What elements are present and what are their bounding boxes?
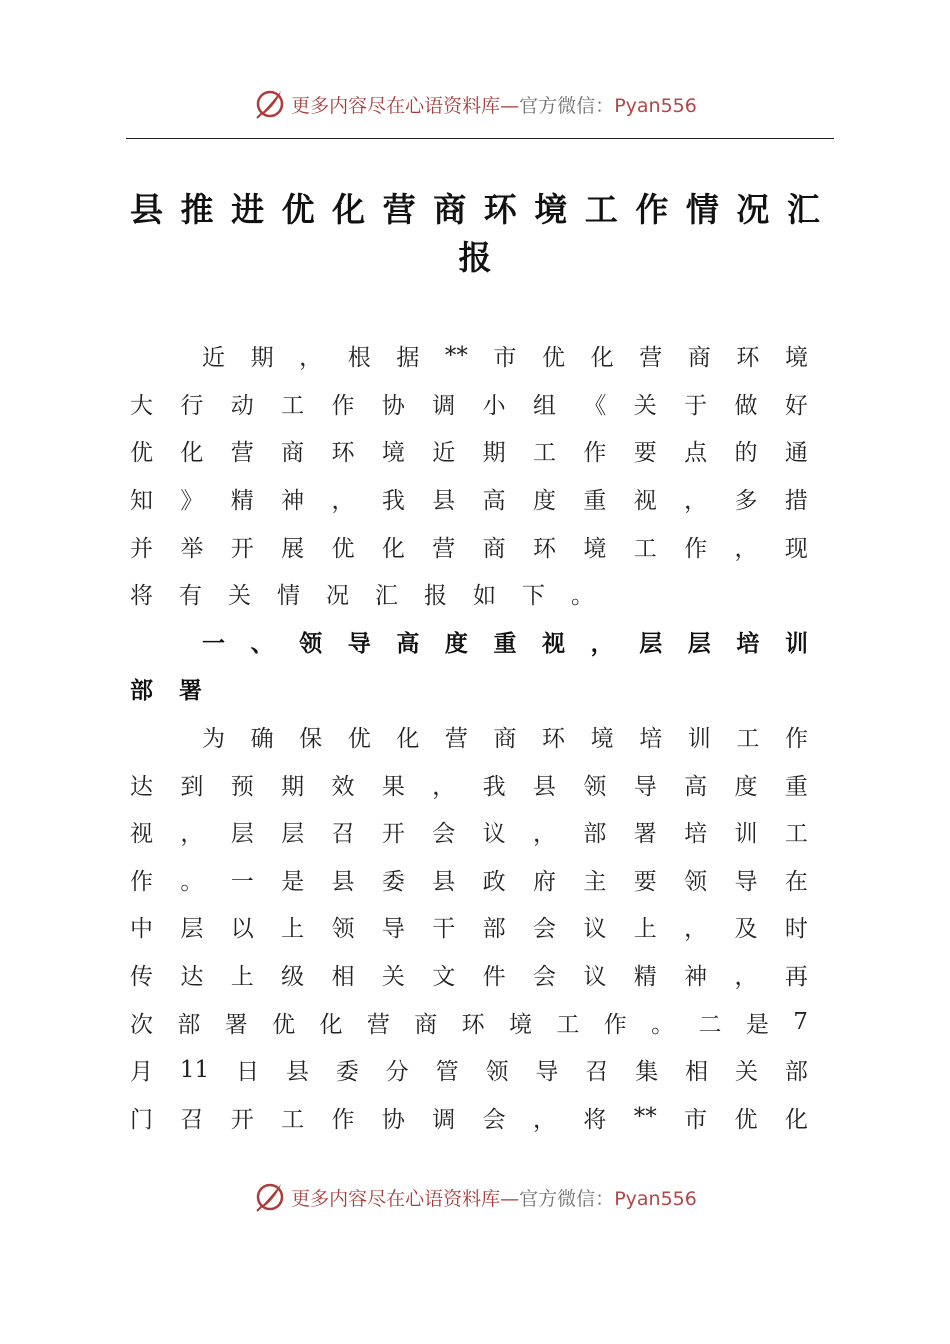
title-line-2: 报 — [458, 238, 492, 277]
paragraph-line: 优 化 营 商 环 境 近 期 工 作 要 点 的 通 — [130, 440, 808, 467]
footer-banner — [0, 1177, 950, 1217]
paragraph-line: 知 》 精 神 ， 我 县 高 度 重 视 ， 多 措 — [130, 488, 808, 515]
paragraph-line: 并 举 开 展 优 化 营 商 环 境 工 作 ， 现 — [130, 535, 808, 562]
paragraph-line: 中 层 以 上 领 导 干 部 会 议 上 ， 及 时 — [130, 916, 808, 943]
banner-text: 更多内容尽在心语资料库—官方微信：Pyan556 — [291, 1187, 697, 1210]
document-title — [130, 186, 820, 282]
quill-logo-icon — [253, 87, 287, 121]
paragraph-line: 作 。 一 是 县 委 县 政 府 主 要 领 导 在 — [130, 868, 808, 895]
paragraph-line: 将 有 关 情 况 汇 报 如 下 。 — [130, 583, 594, 610]
header-divider — [126, 138, 834, 139]
quill-logo-icon — [253, 1180, 287, 1214]
paragraph-line: 月 11 日 县 委 分 管 领 导 召 集 相 关 部 — [130, 1056, 808, 1086]
document-body — [130, 332, 808, 1141]
header-banner — [0, 84, 950, 124]
banner-text: 更多内容尽在心语资料库—官方微信：Pyan556 — [291, 94, 697, 117]
paragraph-line: 视 ， 层 层 召 开 会 议 ， 部 署 培 训 工 — [130, 821, 808, 848]
paragraph-line: 次 部 署 优 化 营 商 环 境 工 作 。 二 是 7 — [130, 1009, 808, 1038]
paragraph-line: 近 期 ， 根 据 ** 市 优 化 营 商 环 境 — [202, 342, 808, 372]
paragraph-line: 达 到 预 期 效 果 ， 我 县 领 导 高 度 重 — [130, 773, 808, 800]
section-heading-line: 一 、 领 导 高 度 重 视 ， 层 层 培 训 — [202, 629, 808, 657]
paragraph-line: 门 召 开 工 作 协 调 会 ， 将 ** 市 优 化 — [130, 1104, 808, 1133]
section-heading-line: 部 署 — [130, 677, 202, 705]
paragraph-line: 为 确 保 优 化 营 商 环 境 培 训 工 作 — [202, 726, 808, 753]
paragraph-line: 传 达 上 级 相 关 文 件 会 议 精 神 ， 再 — [130, 964, 808, 991]
paragraph-line: 大 行 动 工 作 协 调 小 组 《 关 于 做 好 — [130, 392, 808, 419]
title-line-1: 县 推 进 优 化 营 商 环 境 工 作 情 况 汇 — [130, 190, 820, 229]
